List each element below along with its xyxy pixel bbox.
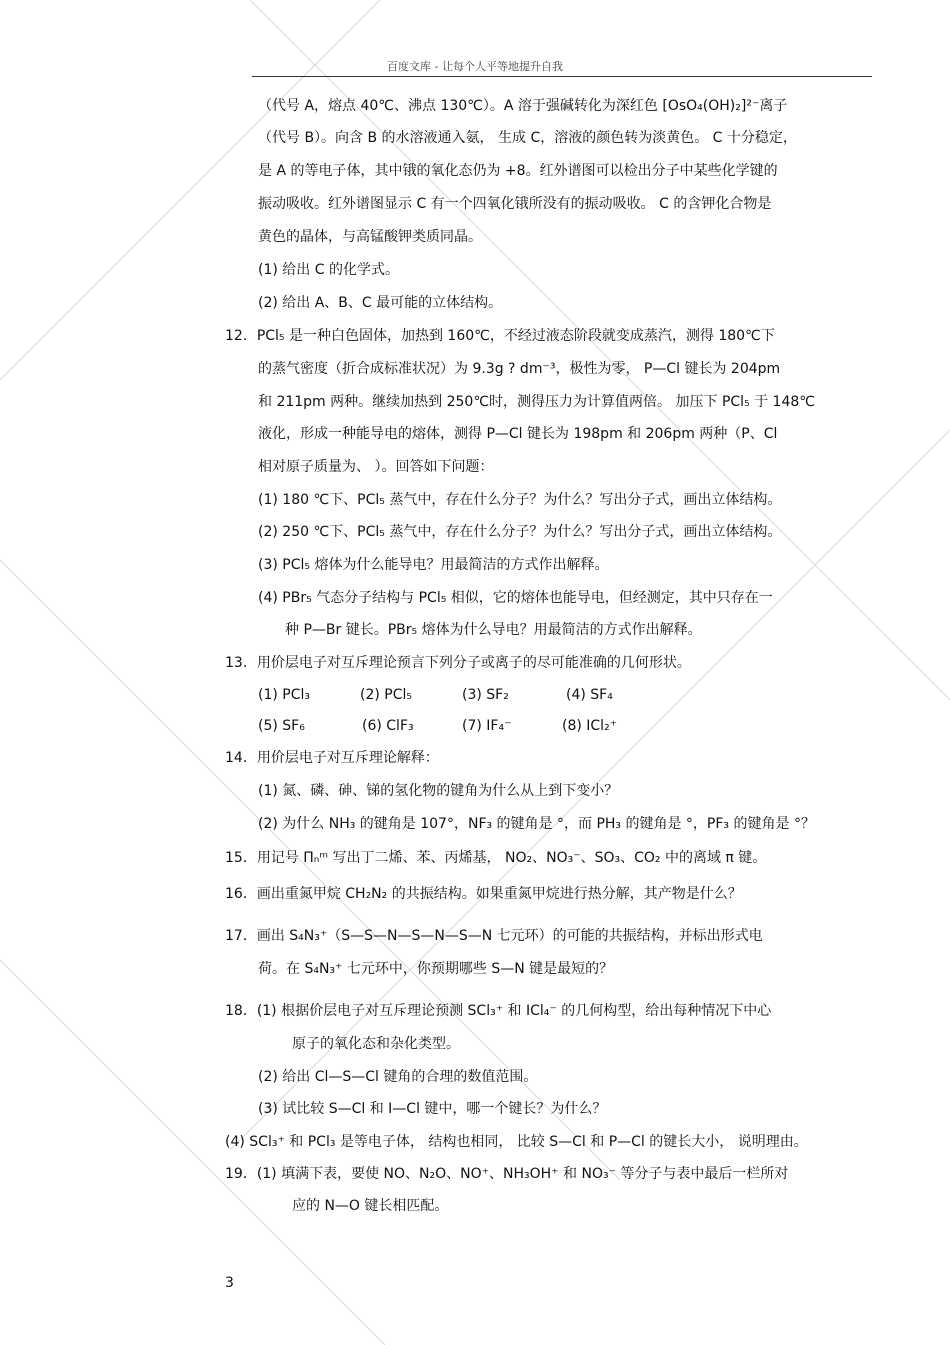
text-line: 和 211pm 两种。继续加热到 250℃时，测得压力为计算值两倍。 加压下 PCl₅ 于 148℃ — [258, 394, 816, 410]
text-line: 相对原子质量为、 ）。回答如下问题： — [258, 459, 494, 475]
text-line: 16．画出重氮甲烷 CH₂N₂ 的共振结构。如果重氮甲烷进行热分解，其产物是什么？ — [225, 886, 742, 902]
text-line: 12．PCl₅ 是一种白色固体，加热到 160℃，不经过液态阶段就变成蒸汽，测得 180℃下 — [225, 328, 775, 344]
text-line: (7) IF₄⁻ — [462, 718, 512, 734]
page-number: 3 — [225, 1275, 234, 1291]
text-line: (6) ClF₃ — [362, 718, 414, 734]
text-line: 13．用价层电子对互斥理论预言下列分子或离子的尽可能准确的几何形状。 — [225, 655, 691, 671]
text-line: (1) 氮、磷、砷、锑的氢化物的键角为什么从上到下变小？ — [258, 783, 619, 799]
text-line: （代号 B）。向含 B 的水溶液通入氨， 生成 C，溶液的颜色转为淡黄色。 C 十分稳定， — [258, 130, 797, 146]
text-line: 的蒸气密度（折合成标准状况）为 9.3g ? dm⁻³，极性为零， P—Cl 键长为 204pm — [258, 361, 781, 377]
text-line: 15．用记号 Πₙᵐ 写出丁二烯、苯、丙烯基， NO₂、NO₃⁻、SO₃、CO₂ 中的离域 π 键。 — [225, 850, 767, 866]
text-line: 种 P—Br 键长。PBr₅ 熔体为什么导电？用最简洁的方式作出解释。 — [285, 622, 702, 638]
text-line: 19．(1) 填满下表，要使 NO、N₂O、NO⁺、NH₃OH⁺ 和 NO₃⁻ 等分子与表中最后一栏所对 — [225, 1166, 789, 1182]
header-rule — [252, 76, 872, 77]
text-line: （代号 A，熔点 40℃、沸点 130℃）。A 溶于强碱转化为深红色 [OsO₄(OH)₂]²⁻离子 — [258, 98, 788, 114]
text-line: 荷。在 S₄N₃⁺ 七元环中，你预期哪些 S—N 键是最短的？ — [258, 961, 614, 977]
text-line: 是 A 的等电子体，其中锇的氧化态仍为 +8。红外谱图可以检出分子中某些化学键的 — [258, 163, 778, 179]
text-line: 应的 N—O 键长相匹配。 — [292, 1198, 449, 1214]
text-line: 液化，形成一种能导电的熔体，测得 P—Cl 键长为 198pm 和 206pm 两种（P、Cl — [258, 426, 778, 442]
text-line: (3) SF₂ — [462, 687, 509, 703]
text-line: (2) 给出 A、B、C 最可能的立体结构。 — [258, 295, 503, 311]
text-line: (4) SCl₃⁺ 和 PCl₃ 是等电子体， 结构也相同， 比较 S—Cl 和 P—Cl 的键长大小， 说明理由。 — [225, 1134, 808, 1150]
text-line: (2) 为什么 NH₃ 的键角是 107°，NF₃ 的键角是 °，而 PH₃ 的键角是 °，PF₃ 的键角是 °？ — [258, 816, 815, 832]
text-line: (4) PBr₅ 气态分子结构与 PCl₅ 相似，它的熔体也能导电，但经测定，其中只存在一 — [258, 590, 773, 606]
text-line: (5) SF₆ — [258, 718, 305, 734]
text-line: (1) 给出 C 的化学式。 — [258, 262, 399, 278]
page-header: 百度文库 - 让每个人平等地提升自我 — [387, 60, 563, 73]
text-line: 原子的氧化态和杂化类型。 — [292, 1036, 460, 1052]
text-line: (2) PCl₅ — [360, 687, 413, 703]
text-line: (8) ICl₂⁺ — [562, 718, 618, 734]
text-line: 振动吸收。红外谱图显示 C 有一个四氧化锇所没有的振动吸收。 C 的含钾化合物是 — [258, 196, 772, 212]
text-line: (2) 250 ℃下、PCl₅ 蒸气中，存在什么分子？为什么？写出分子式，画出立体结构。 — [258, 524, 782, 540]
text-line: (2) 给出 Cl—S—Cl 键角的合理的数值范围。 — [258, 1069, 538, 1085]
text-line: 18．(1) 根据价层电子对互斥理论预测 SCl₃⁺ 和 ICl₄⁻ 的几何构型，给出每种情况下中心 — [225, 1003, 772, 1019]
text-line: (1) PCl₃ — [258, 687, 311, 703]
text-line: (3) 试比较 S—Cl 和 I—Cl 键中，哪一个键长？为什么？ — [258, 1101, 607, 1117]
text-line: (1) 180 ℃下、PCl₅ 蒸气中，存在什么分子？为什么？写出分子式，画出立体结构。 — [258, 492, 782, 508]
text-line: (3) PCl₅ 熔体为什么能导电？用最简洁的方式作出解释。 — [258, 557, 609, 573]
text-line: 17．画出 S₄N₃⁺（S—S—N—S—N—S—N 七元环）的可能的共振结构，并标出形式电 — [225, 928, 763, 944]
text-line: (4) SF₄ — [566, 687, 613, 703]
text-line: 黄色的晶体，与高锰酸钾类质同晶。 — [258, 229, 482, 245]
text-line: 14．用价层电子对互斥理论解释： — [225, 750, 439, 766]
